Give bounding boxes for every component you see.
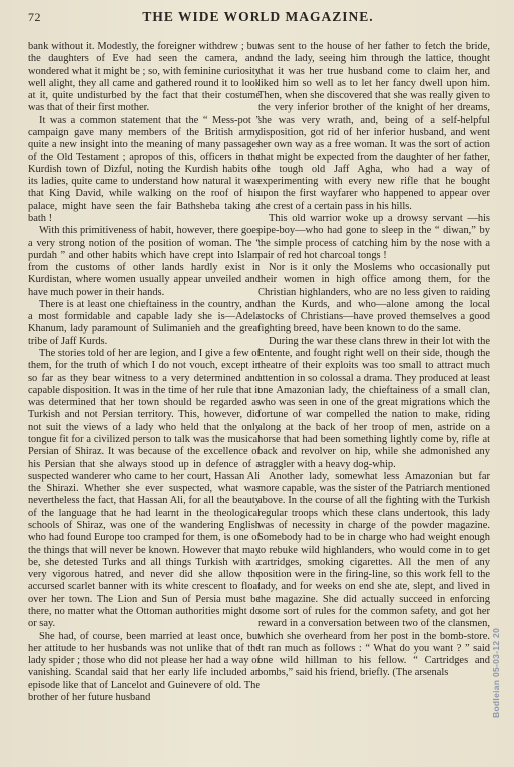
paragraph: She had, of course, been married at least once, but her attitude to her husbands was not unlike that of the lady spider ; those who did not please her had a way of vanishing. Scandal said that her early life included an episode like that of Lancelot and Guinevere of old. The brother of her future husband xyxy=(28,630,260,703)
paragraph: During the war these clans threw in their lot with the Entente, and fought right well on their side, though the theatre of their exploits was too small to attract much attention in so colossal a drama. They produced at least one Amazonian lady, the chieftainess of a small clan, who was seen in one of the great migrations which the fortune of war compelled the nation to make, riding along at the back of her troop of men, astride on a horse that had been something lightly come by, rifle at back and revolver on hip, while she admonished any straggler with a heavy dog-whip. xyxy=(258,335,490,470)
paragraph: There is at least one chieftainess in the country, and a most formidable and capable lady she is—Adela Khanum, lady paramount of Sulimanieh and the great tribe of Jaff Kurds. xyxy=(28,298,260,347)
page-header xyxy=(28,8,488,28)
right-column xyxy=(258,41,490,680)
left-column xyxy=(28,41,260,704)
paragraph: It was a common statement that the “ Mess-pot ” campaign gave many members of the British army quite a new insight into the meaning of many passages of the Old Testament ; apropos of this, officers in the Kurdish town of Dizful, noting the Kurdish habits of its ladies, quite came to understand how natural it was that King David, while walking on the roof of his palace, might have seen the fair Bathsheba taking a bath ! xyxy=(28,114,260,224)
paragraph: This old warrior woke up a drowsy servant —his pipe-boy—who had gone to sleep in the “ diwan,” by the simple process of catching him by the nose with a pair of red hot charcoal tongs ! xyxy=(258,212,490,261)
paragraph: Another lady, somewhat less Amazonian but far more capable, was the sister of the Patriarch mentioned above. In the course of all the fighting with the Turkish regular troops which these clans undertook, this lady was of necessity in charge of the powder magazine. Somebody had to be in charge who had weight enough to rebuke wild highlanders, who would come in to get cartridges, smoking cigarettes. All the men of any position were in the firing-line, so this work fell to the lady, and for weeks on end she ate, slept, and lived in the magazine. She did actually succeed in enforcing some sort of rules for the common safety, and got her reward in a conversation between two of the clansmen, which she overheard from her post in the bomb-store. It ran much as follows : “ What do you want ? ” said one wild hillman to his fellow. “ Cartridges and bombs,” said his friend, briefly. (The arsenals xyxy=(258,470,490,679)
magazine-title: THE WIDE WORLD MAGAZINE. xyxy=(142,9,374,24)
paragraph: bank without it. Modestly, the foreigner withdrew ; but the daughters of Eve had seen the camera, and wondered what it might be ; so, with feminine curiosity well alight, they all came and gathered round it to look at it, quite undisturbed by the fact that their costume was that of their first mother. xyxy=(28,41,260,114)
library-stamp: Bodleian 05-03-12 20 xyxy=(491,627,501,719)
paragraph: With this primitiveness of habit, however, there goes a very strong notion of the position of woman. The “ purdah ” and other habits which have crept into Islam from the customs of other lands hardly exist in Kurdistan, where women usually appear unveiled and have much power in their hands. xyxy=(28,225,260,298)
paragraph: The stories told of her are legion, and I give a few of them, for the truth of which I do not vouch, except in so far as they bear witness to a very determined and capable disposition. It was in the time of her rule that it was determined that her town should be regarded as Turkish and not Persian territory. This, however, did not suit the views of a lady who held that the only tongue fit for a civilized person to talk was the musical Persian of Shiraz. It was because of the excellence of his Persian that she always stood up in defence of a suspected wanderer who came to her court, Hassan Ali the Shirazi. Whether she ever suspected, what was nevertheless the fact, that Hassan Ali, for all the beauty of the language that he had learnt in the theological schools of Shiraz, was one of the wandering English who had found Europe too cramped for them, is one of the things that will never be known. However that may be, she detested Turks and all things Turkish with a very vigorous hatred, and never did she allow the accursed scarlet banner with its white crescent to float over her town. The Lion and Sun of Persia must be there, no matter what the Ottoman authorities might do or say. xyxy=(28,348,260,630)
page-number: 72 xyxy=(28,10,41,24)
paragraph: Nor is it only the Moslems who occasionally put their women in high office among them, for the Christian highlanders, who are no less given to raiding than the Kurds, and who—alone among the local stocks of Christians—have proved themselves a good fighting breed, have been known to do the same. xyxy=(258,262,490,335)
paragraph: was sent to the house of her father to fetch the bride, and the lady, seeing him through the lattice, thought that it was her true husband come to claim her, and liked him so well as to let her fancy dwell upon him. Then, when she discovered that she was really given to the very inferior brother of the knight of her dreams, she was very wrath, and, being of a self-helpful disposition, got rid of her inferior husband, and went her own way as a free woman. It was the sort of action that might be expected from the daughter of her father, the tough old Jaff Agha, who had a way of experimenting with every new rifle that he bought upon the first wayfarer who happened to appear over the crest of a certain pass in his hills. xyxy=(258,41,490,212)
